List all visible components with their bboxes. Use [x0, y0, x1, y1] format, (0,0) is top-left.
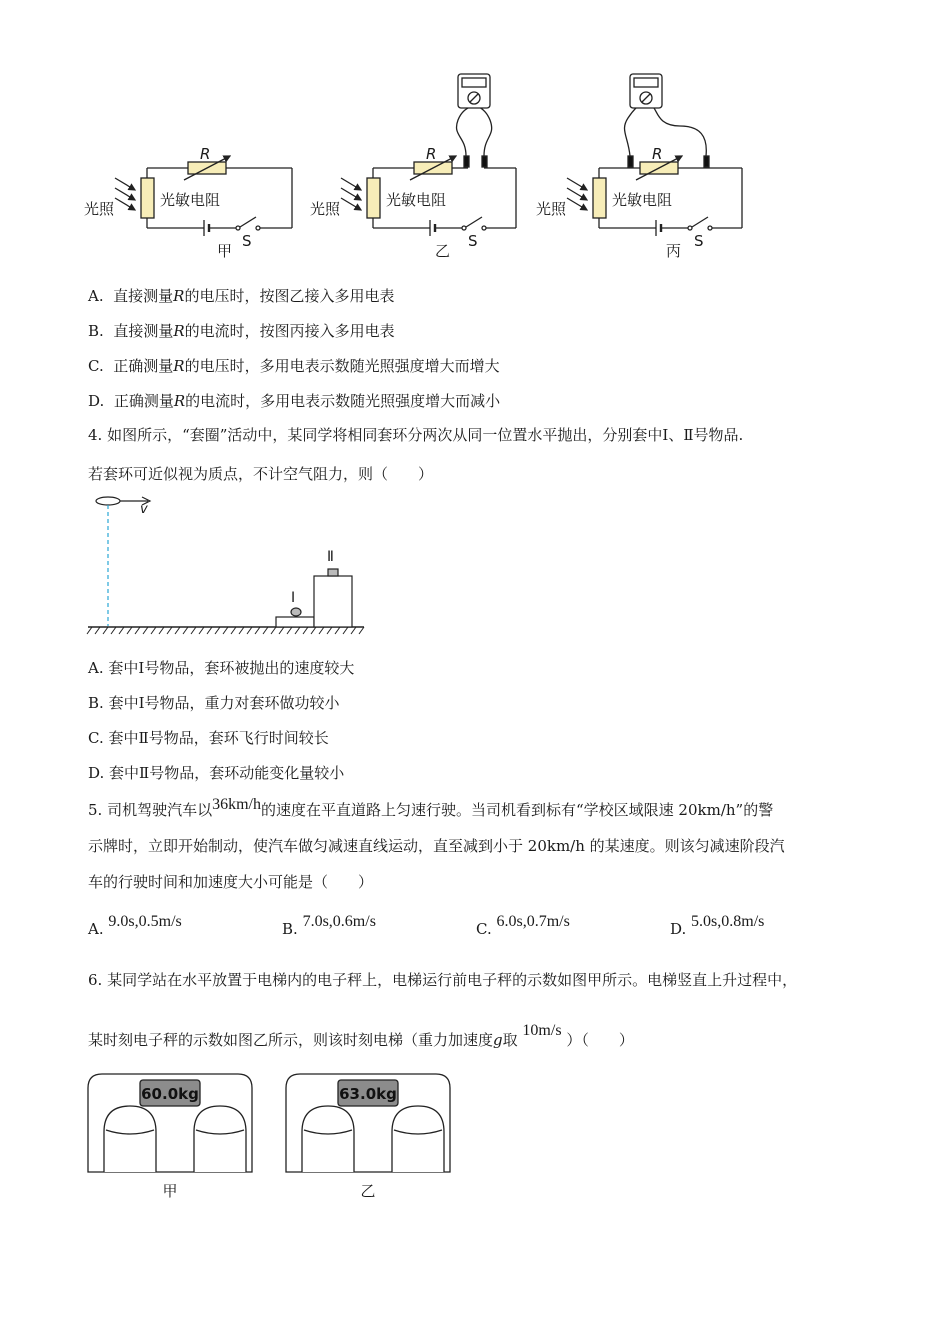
option-text-pre: 直接测量: [113, 322, 174, 340]
label-r-yi: R: [426, 145, 437, 163]
caption-jia: 甲: [217, 242, 233, 260]
q6-stem-line2: [88, 1022, 634, 1051]
low-platform: [276, 617, 314, 627]
caption-bing: 丙: [666, 242, 682, 260]
option-letter: D.: [88, 392, 105, 410]
var-r: R: [173, 357, 185, 375]
q5-option-c[interactable]: [476, 912, 570, 938]
g-value: 10m/s: [522, 1022, 562, 1039]
q4-stem-line2: 若套环可近似视为质点，不计空气阻力，则（ ）: [88, 465, 434, 483]
label-light-yi: 光照: [310, 200, 341, 218]
scale-caption-yi: 乙: [360, 1182, 376, 1200]
option-letter: D.: [88, 764, 105, 782]
option-text-post: 的电流时，按图丙接入多用电表: [184, 322, 395, 340]
label-r-bing: R: [652, 145, 663, 163]
scale-caption-jia: 甲: [162, 1182, 178, 1200]
caption-yi: 乙: [435, 242, 451, 260]
q5-text-pre: 5. 司机驾驶汽车以: [88, 801, 213, 819]
option-text-pre: 直接测量: [113, 287, 174, 305]
speed-value: 36km/h: [212, 796, 261, 813]
ring-toss-figure: [84, 492, 374, 637]
item-2: [328, 569, 338, 576]
probe-black: [628, 156, 633, 167]
label-resistor-jia: 光敏电阻: [160, 191, 221, 209]
q4-stem-line1: 4. 如图所示，“套圈”活动中，某同学将相同套环分两次从同一位置水平抛出，分别套中Ⅰ、Ⅱ号物品.: [88, 426, 744, 444]
q5-stem-line2: 示牌时，立即开始制动，使汽车做匀减速直线运动，直至减到小于 20km/h 的某速度。则该匀减速阶段汽: [88, 837, 785, 855]
probe-red: [704, 156, 709, 167]
option-text-pre: 正确测量: [113, 357, 174, 375]
label-light-bing: 光照: [536, 200, 567, 218]
q5-stem-line1: [88, 796, 774, 821]
item-1: [291, 608, 301, 616]
q4-option-d[interactable]: [88, 763, 344, 783]
item1-label: Ⅰ: [291, 590, 296, 606]
label-s-bing: S: [694, 232, 704, 250]
option-letter: B.: [88, 694, 104, 712]
q5-option-d[interactable]: [670, 912, 765, 938]
option-letter: B.: [88, 322, 104, 340]
probe-black: [464, 156, 469, 167]
option-letter: C.: [88, 729, 104, 747]
option-letter: C.: [88, 357, 104, 375]
foot-right: [392, 1106, 444, 1172]
q6-text-pre: 某时刻电子秤的示数如图乙所示，则该时刻电梯（重力加速度: [88, 1031, 494, 1049]
q3-option-b[interactable]: [88, 321, 395, 341]
option-text: 套中Ⅰ号物品，套环被抛出的速度较大: [108, 659, 355, 677]
var-r: R: [173, 322, 185, 340]
label-resistor-yi: 光敏电阻: [386, 191, 447, 209]
q3-option-a[interactable]: [88, 286, 394, 306]
option-letter: D.: [670, 920, 687, 938]
option-letter: C.: [476, 920, 492, 938]
q5-text-post: 的速度在平直道路上匀速行驶。当司机看到标有“学校区域限速 20km/h”的警: [260, 801, 774, 819]
q3-option-c[interactable]: [88, 356, 500, 376]
option-value: 7.0s,0.6m/s: [302, 913, 376, 930]
option-text-post: 的电压时，按图乙接入多用电表: [184, 287, 395, 305]
q4-option-a[interactable]: [88, 658, 354, 678]
probe-red: [482, 156, 487, 167]
q4-option-c[interactable]: [88, 728, 329, 748]
label-resistor-bing: 光敏电阻: [612, 191, 673, 209]
switch-s: [688, 226, 692, 230]
label-light-jia: 光照: [84, 200, 115, 218]
label-r-jia: R: [200, 145, 211, 163]
photoresistor: [141, 178, 154, 218]
option-letter: A.: [88, 920, 104, 938]
foot-left: [104, 1106, 156, 1172]
var-r: R: [173, 392, 186, 410]
option-text-pre: 正确测量: [113, 392, 174, 410]
option-value: 6.0s,0.7m/s: [496, 913, 570, 930]
photoresistor: [367, 178, 380, 218]
q5-option-b[interactable]: [282, 912, 376, 938]
q6-text-mid: 取: [502, 1031, 518, 1049]
switch-s: [462, 226, 466, 230]
option-value: 9.0s,0.5m/s: [108, 913, 182, 930]
label-s-jia: S: [242, 232, 252, 250]
q6-stem-line1: 6. 某同学站在水平放置于电梯内的电子秤上，电梯运行前电子秤的示数如图甲所示。电梯竖直上升过程中，: [88, 971, 798, 989]
option-text-post: 的电压时，多用电表示数随光照强度增大而增大: [184, 357, 500, 375]
option-text: 套中Ⅱ号物品，套环动能变化量较小: [109, 764, 345, 782]
q4-option-b[interactable]: [88, 693, 340, 713]
circuit-diagrams: [80, 70, 770, 270]
ring: [96, 497, 120, 505]
velocity-label: v: [140, 502, 148, 517]
q5-option-a[interactable]: [88, 912, 182, 938]
q6-text-post: ）（ ）: [566, 1031, 634, 1049]
option-text: 套中Ⅰ号物品，重力对套环做功较小: [108, 694, 340, 712]
option-letter: A.: [88, 287, 104, 305]
option-letter: B.: [282, 920, 298, 938]
var-g: g: [493, 1031, 503, 1049]
foot-left: [302, 1106, 354, 1172]
scale-figures: [86, 1072, 466, 1202]
q5-stem-line3: 车的行驶时间和加速度大小可能是（ ）: [88, 873, 374, 891]
scale-reading-yi: 63.0kg: [339, 1085, 397, 1103]
item2-label: Ⅱ: [327, 549, 334, 565]
option-text-post: 的电流时，多用电表示数随光照强度增大而减小: [185, 392, 501, 410]
switch-s: [236, 226, 240, 230]
photoresistor: [593, 178, 606, 218]
scale-reading-jia: 60.0kg: [141, 1085, 199, 1103]
option-text: 套中Ⅱ号物品，套环飞行时间较长: [108, 729, 329, 747]
foot-right: [194, 1106, 246, 1172]
var-r: R: [173, 287, 185, 305]
q3-option-d[interactable]: [88, 391, 500, 411]
option-letter: A.: [88, 659, 104, 677]
high-platform: [314, 576, 352, 627]
option-value: 5.0s,0.8m/s: [691, 913, 765, 930]
label-s-yi: S: [468, 232, 478, 250]
